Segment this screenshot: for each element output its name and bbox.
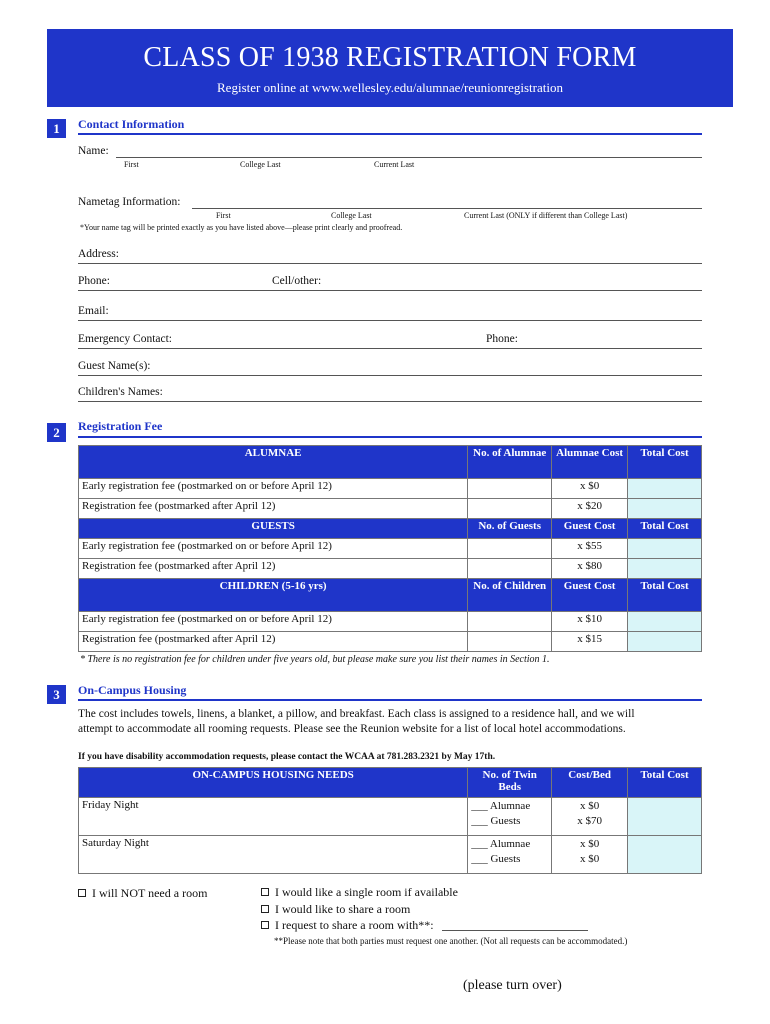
turn-over-note: (please turn over) bbox=[463, 978, 562, 993]
alumnae-early-total[interactable] bbox=[628, 479, 702, 499]
saturday-beds[interactable] bbox=[468, 836, 552, 874]
table-row bbox=[79, 632, 702, 652]
disability-note: If you have disability accommodation requests, please contact the WCAA at 781.283.2321 by May 17th. bbox=[78, 752, 496, 762]
alumnae-header: ALUMNAE bbox=[79, 446, 468, 479]
friday-cost-alumnae: x $0 bbox=[579, 800, 600, 812]
saturday-cost bbox=[552, 836, 628, 874]
section-rule-3 bbox=[78, 699, 702, 701]
guests-early-label: Early registration fee (postmarked on or before April 12) bbox=[79, 539, 468, 559]
form-subtitle: Register online at www.wellesley.edu/alumnae/reunionregistration bbox=[217, 80, 563, 95]
saturday-cost-alumnae: x $0 bbox=[579, 838, 600, 850]
friday-label: Friday Night bbox=[79, 798, 468, 836]
children-label: Children's Names: bbox=[78, 386, 163, 398]
housing-desc-line-1: The cost includes towels, linens, a blanket, a pillow, and breakfast. Each class is assigned to a residence hall, and we will bbox=[78, 708, 635, 720]
alumnae-late-cost: x $20 bbox=[552, 499, 628, 519]
section-number-3: 3 bbox=[47, 685, 66, 704]
option-no-room[interactable] bbox=[78, 886, 207, 901]
guest-label: Guest Name(s): bbox=[78, 360, 151, 372]
children-field[interactable] bbox=[78, 401, 702, 402]
nametag-label: Nametag Information: bbox=[78, 196, 181, 208]
children-late-total[interactable] bbox=[628, 632, 702, 652]
section-number-1: 1 bbox=[47, 119, 66, 138]
nametag-sub-current: Current Last (ONLY if different than College Last) bbox=[464, 211, 628, 220]
nametag-field[interactable] bbox=[192, 208, 702, 209]
children-late-count[interactable] bbox=[468, 632, 552, 652]
phone-label: Phone: bbox=[78, 275, 110, 287]
friday-cost-guests: x $70 bbox=[577, 815, 602, 827]
roommate-name-field[interactable] bbox=[442, 930, 588, 931]
children-late-label: Registration fee (postmarked after April 12) bbox=[79, 632, 468, 652]
email-field[interactable] bbox=[78, 320, 702, 321]
children-early-total[interactable] bbox=[628, 612, 702, 632]
children-header: CHILDREN (5-16 yrs) bbox=[79, 579, 468, 612]
saturday-alumnae: ___ Alumnae bbox=[471, 838, 531, 850]
section-rule-2 bbox=[78, 436, 702, 438]
housing-table bbox=[78, 767, 702, 874]
address-field[interactable] bbox=[78, 263, 702, 264]
guests-col-cost: Guest Cost bbox=[552, 519, 628, 539]
request-checkbox[interactable] bbox=[261, 921, 269, 929]
no-room-checkbox[interactable] bbox=[78, 889, 86, 897]
emergency-label: Emergency Contact: bbox=[78, 333, 172, 345]
friday-cost bbox=[552, 798, 628, 836]
saturday-label: Saturday Night bbox=[79, 836, 468, 874]
guests-col-total: Total Cost bbox=[628, 519, 702, 539]
children-early-count[interactable] bbox=[468, 612, 552, 632]
table-row bbox=[79, 798, 702, 836]
table-row bbox=[79, 479, 702, 499]
children-footnote: * There is no registration fee for children under five years old, but please make sure you list their names in Section 1. bbox=[80, 654, 550, 665]
section-number-2: 2 bbox=[47, 423, 66, 442]
section-title-fee: Registration Fee bbox=[78, 419, 163, 433]
share-note: **Please note that both parties must request one another. (Not all requests can be accommodated.) bbox=[274, 936, 628, 946]
name-sub-current: Current Last bbox=[374, 160, 415, 169]
request-label: I request to share a room with**: bbox=[275, 918, 434, 932]
option-single[interactable] bbox=[261, 885, 458, 900]
guests-header: GUESTS bbox=[79, 519, 468, 539]
no-room-label: I will NOT need a room bbox=[92, 886, 208, 900]
address-label: Address: bbox=[78, 248, 119, 260]
emergency-field[interactable] bbox=[78, 348, 702, 349]
name-field[interactable] bbox=[116, 157, 702, 158]
email-label: Email: bbox=[78, 305, 109, 317]
nametag-sub-college: College Last bbox=[331, 211, 372, 220]
guests-early-total[interactable] bbox=[628, 539, 702, 559]
name-sub-college: College Last bbox=[240, 160, 281, 169]
alumnae-early-cost: x $0 bbox=[552, 479, 628, 499]
guest-field[interactable] bbox=[78, 375, 702, 376]
name-sub-first: First bbox=[124, 160, 139, 169]
alumnae-late-total[interactable] bbox=[628, 499, 702, 519]
guests-late-total[interactable] bbox=[628, 559, 702, 579]
friday-alumnae: ___ Alumnae bbox=[471, 800, 531, 812]
cell-label: Cell/other: bbox=[272, 275, 322, 287]
phone-field[interactable] bbox=[78, 290, 702, 291]
guests-late-label: Registration fee (postmarked after April 12) bbox=[79, 559, 468, 579]
alumnae-late-label: Registration fee (postmarked after April 12) bbox=[79, 499, 468, 519]
children-col-no: No. of Children bbox=[468, 579, 552, 612]
guests-late-count[interactable] bbox=[468, 559, 552, 579]
children-early-label: Early registration fee (postmarked on or before April 12) bbox=[79, 612, 468, 632]
section-rule-1 bbox=[78, 133, 702, 135]
alumnae-early-label: Early registration fee (postmarked on or before April 12) bbox=[79, 479, 468, 499]
alumnae-col-cost: Alumnae Cost bbox=[552, 446, 628, 479]
emergency-phone-label: Phone: bbox=[486, 333, 518, 345]
header-banner bbox=[47, 29, 733, 107]
friday-beds[interactable] bbox=[468, 798, 552, 836]
children-col-cost: Guest Cost bbox=[552, 579, 628, 612]
housing-col-total: Total Cost bbox=[628, 768, 702, 798]
share-label: I would like to share a room bbox=[275, 902, 411, 916]
share-checkbox[interactable] bbox=[261, 905, 269, 913]
section-title-housing: On-Campus Housing bbox=[78, 683, 187, 697]
registration-fee-table bbox=[78, 445, 702, 652]
friday-total[interactable] bbox=[628, 798, 702, 836]
form-title: CLASS OF 1938 REGISTRATION FORM bbox=[143, 42, 637, 73]
single-checkbox[interactable] bbox=[261, 888, 269, 896]
option-request[interactable] bbox=[261, 918, 434, 933]
table-row bbox=[79, 836, 702, 874]
table-row bbox=[79, 612, 702, 632]
saturday-cost-guests: x $0 bbox=[579, 853, 600, 865]
housing-desc-line-2: attempt to accommodate all rooming requests. Please see the Reunion website for a list of local hotel accommodations. bbox=[78, 723, 626, 735]
guests-early-cost: x $55 bbox=[552, 539, 628, 559]
housing-col-cost: Cost/Bed bbox=[552, 768, 628, 798]
children-late-cost: x $15 bbox=[552, 632, 628, 652]
housing-description bbox=[78, 707, 635, 737]
option-share[interactable] bbox=[261, 902, 410, 917]
name-label: Name: bbox=[78, 145, 109, 157]
table-row bbox=[79, 559, 702, 579]
friday-guests: ___ Guests bbox=[471, 815, 521, 827]
guests-col-no: No. of Guests bbox=[468, 519, 552, 539]
housing-col-no: No. of Twin Beds bbox=[468, 768, 552, 798]
nametag-note: *Your name tag will be printed exactly as you have listed above—please print clearly and proofread. bbox=[80, 223, 403, 232]
guests-late-cost: x $80 bbox=[552, 559, 628, 579]
single-label: I would like a single room if available bbox=[275, 885, 458, 899]
guests-early-count[interactable] bbox=[468, 539, 552, 559]
alumnae-early-count[interactable] bbox=[468, 479, 552, 499]
saturday-guests: ___ Guests bbox=[471, 853, 521, 865]
housing-header: ON-CAMPUS HOUSING NEEDS bbox=[79, 768, 468, 798]
saturday-total[interactable] bbox=[628, 836, 702, 874]
alumnae-col-total: Total Cost bbox=[628, 446, 702, 479]
children-early-cost: x $10 bbox=[552, 612, 628, 632]
table-row bbox=[79, 499, 702, 519]
alumnae-late-count[interactable] bbox=[468, 499, 552, 519]
nametag-sub-first: First bbox=[216, 211, 231, 220]
alumnae-col-no: No. of Alumnae bbox=[468, 446, 552, 479]
section-title-contact: Contact Information bbox=[78, 117, 185, 131]
children-col-total: Total Cost bbox=[628, 579, 702, 612]
table-row bbox=[79, 539, 702, 559]
